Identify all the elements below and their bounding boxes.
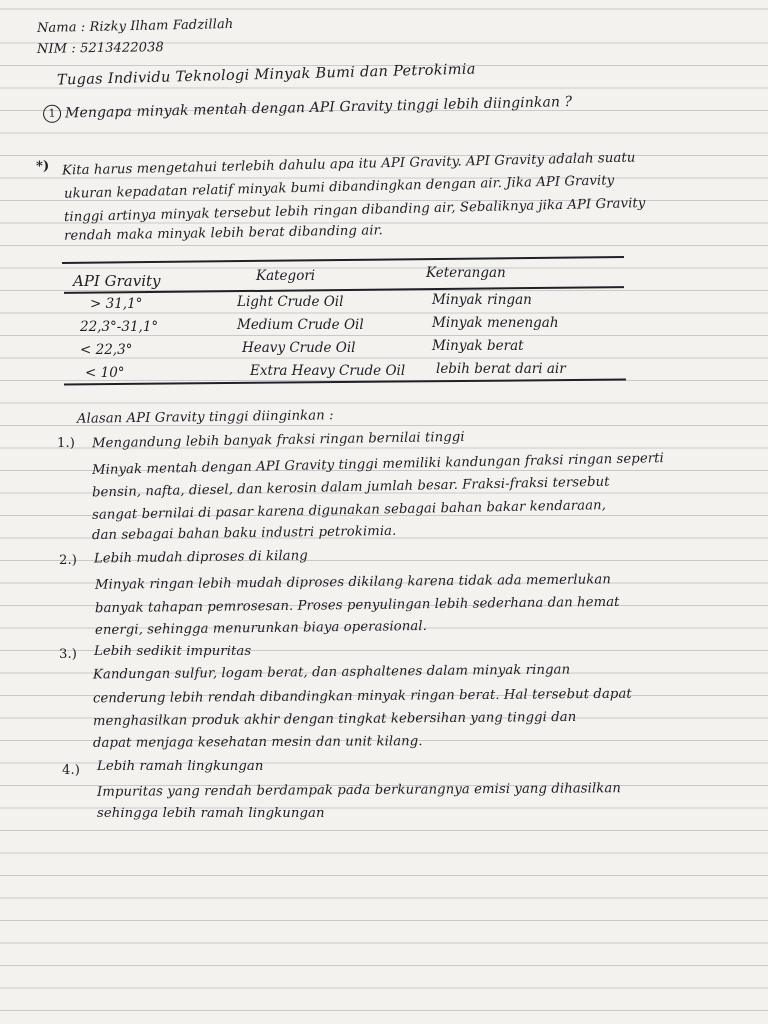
table-header-keterangan: Keterangan <box>426 265 506 281</box>
reason-2-title: Lebih mudah diproses di kilang <box>93 548 308 567</box>
row-3-api: < 22,3° <box>80 342 133 358</box>
name-value: Rizky Ilham Fadzillah <box>89 16 234 35</box>
question-number: 1 <box>43 105 61 123</box>
nim-value: 5213422038 <box>79 40 164 57</box>
row-1-keterangan: Minyak ringan <box>432 292 532 308</box>
reasons-heading: Alasan API Gravity tinggi diinginkan : <box>76 408 334 427</box>
reason-2-line-2: banyak tahapan pemrosesan. Proses penyulingan lebih sederhana dan hemat <box>94 594 620 617</box>
reason-4-line-1: Impuritas yang rendah berdampak pada berkurangnya emisi yang dihasilkan <box>96 781 621 800</box>
reason-2-number: 2.) <box>59 553 78 568</box>
intro-line-3: tinggi artinya minyak tersebut lebih ringan dibanding air, Sebaliknya jika API Gravity <box>63 195 646 226</box>
reason-1-line-2: bensin, nafta, diesel, dan kerosin dalam jumlah besar. Fraksi-fraksi tersebut <box>91 474 610 501</box>
reason-1-line-1: Minyak mentah dengan API Gravity tinggi memiliki kandungan fraksi ringan seperti <box>91 451 665 478</box>
row-1-api: > 31,1° <box>90 296 143 312</box>
name-label: Nama : <box>36 20 86 37</box>
reason-3-line-1: Kandungan sulfur, logam berat, dan asphaltenes dalam minyak ringan <box>92 662 571 683</box>
reason-3-title: Lebih sedikit impuritas <box>94 644 252 659</box>
category-table <box>0 0 768 400</box>
table-header-api: API Gravity <box>73 272 161 290</box>
intro-line-4: rendah maka minyak lebih berat dibanding air. <box>63 223 383 244</box>
row-2-keterangan: Minyak menengah <box>432 315 559 331</box>
reason-3-number: 3.) <box>59 647 78 662</box>
reason-2-line-1: Minyak ringan lebih mudah diproses dikilang karena tidak ada memerlukan <box>94 572 612 593</box>
row-2-kategori: Medium Crude Oil <box>237 317 364 333</box>
reason-4-number: 4.) <box>62 763 81 778</box>
row-4-keterangan: lebih berat dari air <box>436 361 566 377</box>
row-2-api: 22,3°-31,1° <box>80 319 159 335</box>
nim-label: NIM : <box>36 41 76 57</box>
reason-2-line-3: energi, sehingga menurunkan biaya operasional. <box>94 618 428 639</box>
reason-1-title: Mengandung lebih banyak fraksi ringan bernilai tinggi <box>91 429 465 452</box>
row-1-kategori: Light Crude Oil <box>237 294 344 310</box>
reason-4-title: Lebih ramah lingkungan <box>97 759 264 774</box>
reason-3-line-4: dapat menjaga kesehatan mesin dan unit kilang. <box>92 734 423 751</box>
assignment-title: Tugas Individu Teknologi Minyak Bumi dan Petrokimia <box>56 61 476 89</box>
question-text: Mengapa minyak mentah dengan API Gravity tinggi lebih diinginkan ? <box>64 93 573 122</box>
intro-line-2: ukuran kepadatan relatif minyak bumi dibandingkan dengan air. Jika API Gravity <box>63 173 615 202</box>
table-header-kategori: Kategori <box>256 268 316 284</box>
row-4-api: < 10° <box>85 365 125 381</box>
intro-marker: *) <box>36 159 50 174</box>
row-4-kategori: Extra Heavy Crude Oil <box>250 363 406 379</box>
reason-1-line-4: dan sebagai bahan baku industri petrokimia. <box>91 523 397 544</box>
reason-3-line-3: menghasilkan produk akhir dengan tingkat kebersihan yang tinggi dan <box>92 709 577 730</box>
table-top-rule <box>62 256 624 264</box>
reason-1-number: 1.) <box>57 436 76 451</box>
reason-3-line-2: cenderung lebih rendah dibandingkan minyak ringan berat. Hal tersebut dapat <box>92 686 632 707</box>
row-3-keterangan: Minyak berat <box>432 338 524 354</box>
reason-1-line-3: sangat bernilai di pasar karena digunakan sebagai bahan bakar kendaraan, <box>91 498 607 523</box>
intro-line-1: Kita harus mengetahui terlebih dahulu apa itu API Gravity. API Gravity adalah suatu <box>61 150 636 179</box>
reason-4-line-2: sehingga lebih ramah lingkungan <box>97 806 325 821</box>
table-bottom-rule <box>64 379 626 386</box>
row-3-kategori: Heavy Crude Oil <box>242 340 356 356</box>
